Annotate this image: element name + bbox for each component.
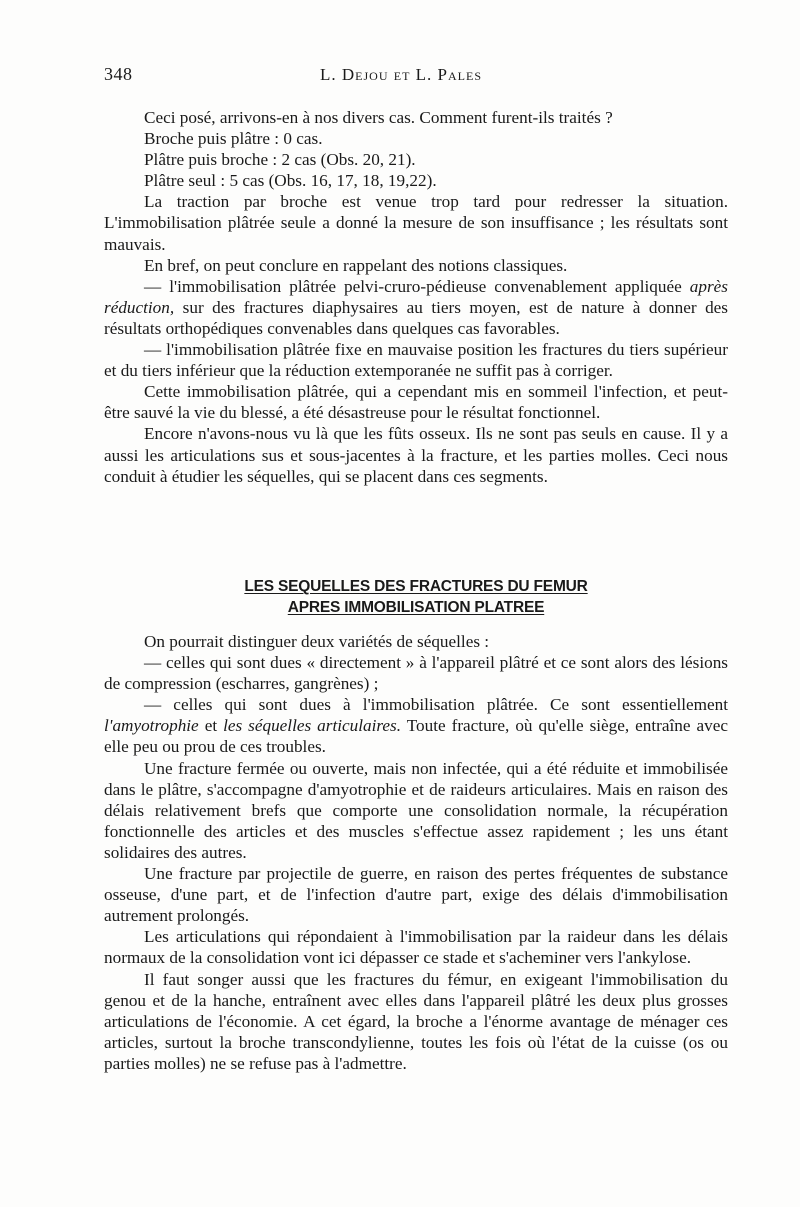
text-run: sur des fractures diaphysaires au tiers moyen, est de nature à donner des résultats orthopédiques convenables dans quelques cas favorables. bbox=[104, 297, 728, 338]
paragraph: La traction par broche est venue trop tard pour redresser la situation. L'immobilisation plâtrée seule a donné la mesure de son insuffisance ; les résultats sont mauvais. bbox=[104, 192, 728, 254]
paragraph bbox=[104, 694, 728, 757]
paragraph: On pourrait distinguer deux variétés de séquelles : bbox=[144, 632, 490, 651]
paragraph bbox=[104, 276, 728, 339]
paragraph: Cette immobilisation plâtrée, qui a cependant mis en sommeil l'infection, et peut-être sauvé la vie du blessé, a été désastreuse pour le résultat fonctionnel. bbox=[104, 382, 728, 423]
paragraph: Ceci posé, arrivons-en à nos divers cas. Comment furent-ils traités ? bbox=[144, 108, 613, 127]
text-run: — l'immobilisation plâtrée pelvi-cruro-pédieuse convenablement appliquée bbox=[144, 276, 690, 296]
running-head bbox=[104, 64, 754, 86]
section-heading bbox=[104, 577, 728, 618]
paragraph: Une fracture par projectile de guerre, en raison des pertes fréquentes de substance osseuse, d'une part, et de l'infection d'autre part, exige des délais d'immobilisation autrement prolongés. bbox=[104, 864, 728, 926]
italic-text: après réduction, bbox=[104, 276, 728, 317]
page-number: 348 bbox=[104, 64, 133, 84]
running-title: L. Dejou et L. Pales bbox=[320, 65, 482, 84]
body-text-bottom bbox=[104, 631, 728, 1074]
paragraph: Les articulations qui répondaient à l'immobilisation par la raideur dans les délais normaux de la consolidation vont ici dépasser ce stade et s'acheminer vers l'ankylose. bbox=[104, 927, 728, 968]
paragraph: En bref, on peut conclure en rappelant des notions classiques. bbox=[144, 255, 568, 275]
italic-text: l'amyotrophie bbox=[104, 716, 199, 736]
text-run: Toute fracture, où qu'elle siège, entraîne avec elle peu ou prou de ces troubles. bbox=[104, 716, 728, 757]
paragraph: Broche puis plâtre : 0 cas. bbox=[144, 129, 323, 149]
text-run: et bbox=[198, 716, 224, 736]
paragraph: Encore n'avons-nous vu là que les fûts osseux. Ils ne sont pas seuls en cause. Il y a aussi les articulations sus et sous-jacentes à la fracture, et les parties molles. Ceci nous conduit à étudier les séquelles, qui se placent dans ces segments. bbox=[104, 424, 728, 486]
paragraph: Il faut songer aussi que les fractures du fémur, en exigeant l'immobilisation du genou et de la hanche, entraînent avec elles dans l'appareil plâtré les deux plus grosses articulations de l'économie. A cet égard, la broche a l'énorme avantage de ménager ces articles, surtout la broche transcondylienne, toutes les fois où l'état de la cuisse (os ou parties molles) ne se refuse pas à l'admettre. bbox=[104, 969, 728, 1073]
text-run: — celles qui sont dues à l'immobilisation plâtrée. Ce sont essentiellement bbox=[144, 695, 728, 715]
section-heading-line: APRES IMMOBILISATION PLATREE bbox=[287, 598, 545, 616]
paragraph: — l'immobilisation plâtrée fixe en mauvaise position les fractures du tiers supérieur et du tiers inférieur que la réduction extemporanée ne suffit pas à corriger. bbox=[104, 340, 728, 381]
section-heading-line: LES SEQUELLES DES FRACTURES DU FEMUR bbox=[244, 578, 588, 595]
body-text-top bbox=[104, 107, 728, 487]
paragraph: Plâtre seul : 5 cas (Obs. 16, 17, 18, 19,22). bbox=[144, 171, 437, 191]
paragraph: Plâtre puis broche : 2 cas (Obs. 20, 21). bbox=[144, 150, 416, 170]
paragraph: Une fracture fermée ou ouverte, mais non infectée, qui a été réduite et immobilisée dans le plâtre, s'accompagne d'amyotrophie et de raideurs articulaires. Mais en raison des délais relativement brefs que comporte une consolidation normale, la récupération fonctionnelle des articles et des muscles s'effectue assez rapidement ; les uns étant solidaires des autres. bbox=[104, 758, 728, 862]
paragraph: — celles qui sont dues « directement » à l'appareil plâtré et ce sont alors des lésions de compression (escharres, gangrènes) ; bbox=[104, 653, 728, 694]
italic-text: les séquelles articulaires. bbox=[223, 716, 402, 736]
